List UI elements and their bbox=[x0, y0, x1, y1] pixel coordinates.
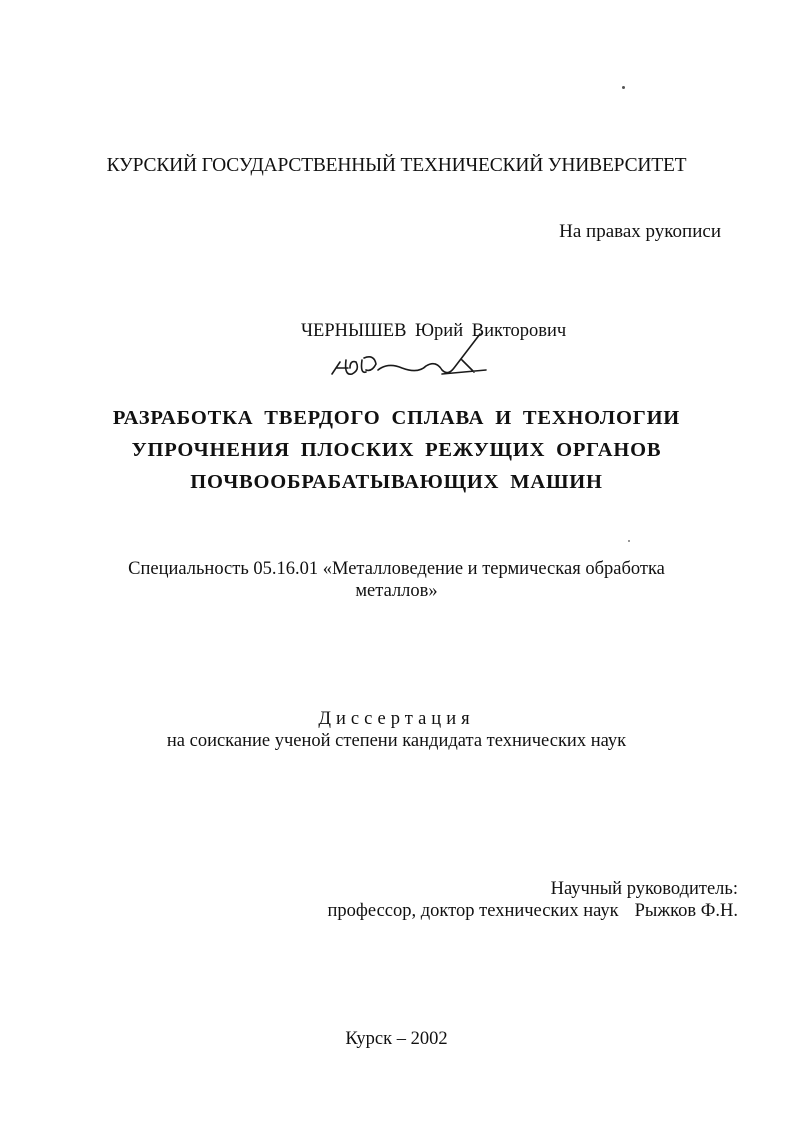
scan-speck bbox=[628, 540, 630, 542]
dissertation-description: на соискание ученой степени кандидата технических наук bbox=[166, 731, 627, 751]
dissertation-title-line: УПРОЧНЕНИЯ ПЛОСКИХ РЕЖУЩИХ ОРГАНОВ bbox=[131, 439, 662, 461]
advisor-label: Научный руководитель: bbox=[550, 879, 738, 899]
advisor-title: профессор, доктор технических наук bbox=[327, 901, 619, 921]
scan-speck bbox=[622, 86, 625, 89]
dissertation-title-line: РАЗРАБОТКА ТВЕРДОГО СПЛАВА И ТЕХНОЛОГИИ bbox=[112, 407, 681, 429]
author-signature bbox=[322, 330, 492, 386]
specialty-line: металлов» bbox=[355, 581, 438, 601]
advisor-name: Рыжков Ф.Н. bbox=[634, 901, 738, 921]
specialty-line: Специальность 05.16.01 «Металловедение и термическая обработка bbox=[128, 559, 665, 579]
dissertation-label: Диссертация bbox=[318, 709, 475, 729]
university-name: КУРСКИЙ ГОСУДАРСТВЕННЫЙ ТЕХНИЧЕСКИЙ УНИВЕРСИТЕТ bbox=[106, 155, 687, 176]
author-name: ЧЕРНЫШЕВ Юрий Викторович bbox=[301, 321, 567, 341]
dissertation-title-line: ПОЧВООБРАБАТЫВАЮЩИХ МАШИН bbox=[190, 471, 603, 493]
place-year: Курск – 2002 bbox=[345, 1029, 448, 1049]
manuscript-note: На правах рукописи bbox=[559, 221, 721, 242]
advisor-line bbox=[328, 902, 738, 921]
